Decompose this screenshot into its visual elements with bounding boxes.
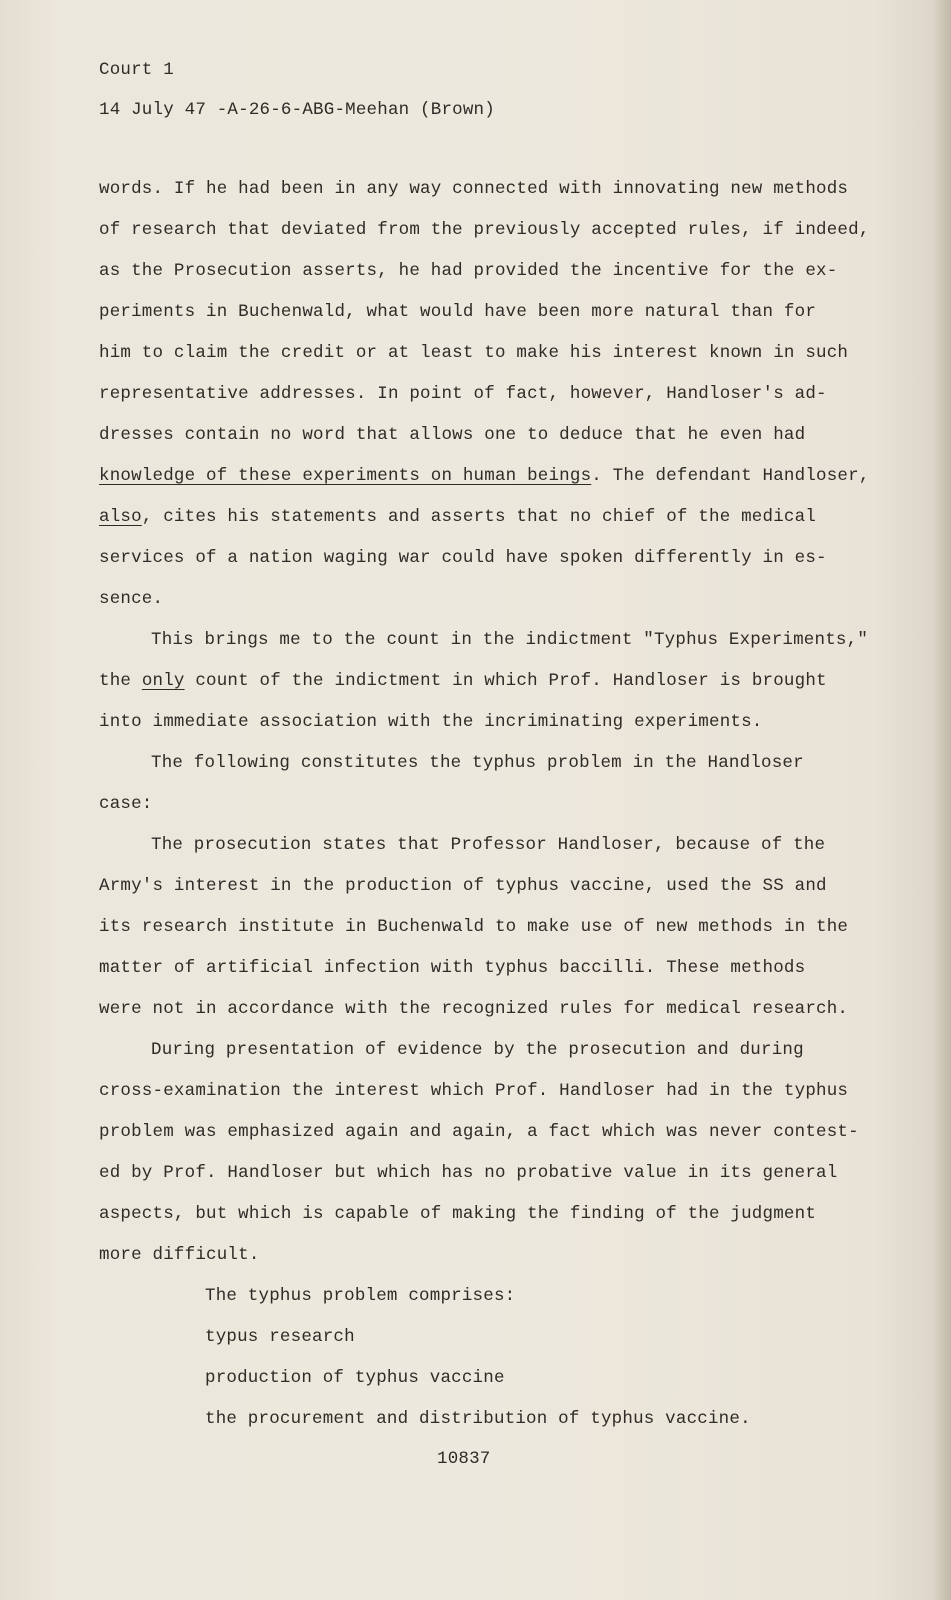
- body-line: more difficult.: [99, 1245, 260, 1265]
- body-line: of research that deviated from the previously accepted rules, if indeed,: [99, 220, 870, 240]
- body-line: aspects, but which is capable of making the finding of the judgment: [99, 1204, 817, 1224]
- list-item: the procurement and distribution of typhus vaccine.: [205, 1409, 751, 1429]
- body-line: case:: [99, 794, 153, 814]
- line-remainder: . The defendant Handloser,: [591, 466, 870, 486]
- body-line: [99, 466, 870, 486]
- page-edge-shadow: [933, 0, 951, 1600]
- line-remainder: , cites his statements and asserts that no chief of the medical: [141, 507, 817, 527]
- body-line: Army's interest in the production of typhus vaccine, used the SS and: [99, 876, 827, 896]
- body-line: dresses contain no word that allows one to deduce that he even had: [99, 425, 806, 445]
- list-item: production of typhus vaccine: [205, 1368, 505, 1388]
- body-line: [99, 507, 816, 527]
- underlined-word: also: [99, 507, 142, 527]
- body-line: [99, 671, 827, 691]
- line-prefix: the: [99, 671, 142, 691]
- court-label: Court 1: [99, 60, 174, 80]
- body-line: ed by Prof. Handloser but which has no probative value in its general: [99, 1163, 838, 1183]
- body-line: into immediate association with the incriminating experiments.: [99, 712, 763, 732]
- list-item: typus research: [205, 1327, 355, 1347]
- document-reference: 14 July 47 -A-26-6-ABG-Meehan (Brown): [99, 100, 495, 120]
- body-line: sence.: [99, 589, 164, 609]
- body-line: as the Prosecution asserts, he had provided the incentive for the ex-: [99, 261, 838, 281]
- body-line: matter of artificial infection with typhus baccilli. These methods: [99, 958, 806, 978]
- body-line: words. If he had been in any way connected with innovating new methods: [99, 179, 849, 199]
- body-line: cross-examination the interest which Prof. Handloser had in the typhus: [99, 1081, 849, 1101]
- line-remainder: count of the indictment in which Prof. Handloser is brought: [184, 671, 827, 691]
- underlined-phrase: knowledge of these experiments on human beings: [99, 466, 592, 486]
- page-number: 10837: [437, 1449, 491, 1469]
- body-line: The prosecution states that Professor Handloser, because of the: [151, 835, 826, 855]
- body-line: services of a nation waging war could have spoken differently in es-: [99, 548, 827, 568]
- body-line: periments in Buchenwald, what would have been more natural than for: [99, 302, 817, 322]
- body-line: representative addresses. In point of fact, however, Handloser's ad-: [99, 384, 827, 404]
- underlined-word: only: [141, 671, 185, 691]
- body-line: The following constitutes the typhus problem in the Handloser: [151, 753, 804, 773]
- list-intro: The typhus problem comprises:: [205, 1286, 516, 1306]
- body-line: During presentation of evidence by the prosecution and during: [151, 1040, 804, 1060]
- body-line: him to claim the credit or at least to make his interest known in such: [99, 343, 849, 363]
- body-line: its research institute in Buchenwald to make use of new methods in the: [99, 917, 849, 937]
- body-line: This brings me to the count in the indictment "Typhus Experiments,": [151, 630, 869, 650]
- body-line: were not in accordance with the recognized rules for medical research.: [99, 999, 849, 1019]
- body-line: problem was emphasized again and again, a fact which was never contest-: [99, 1122, 859, 1142]
